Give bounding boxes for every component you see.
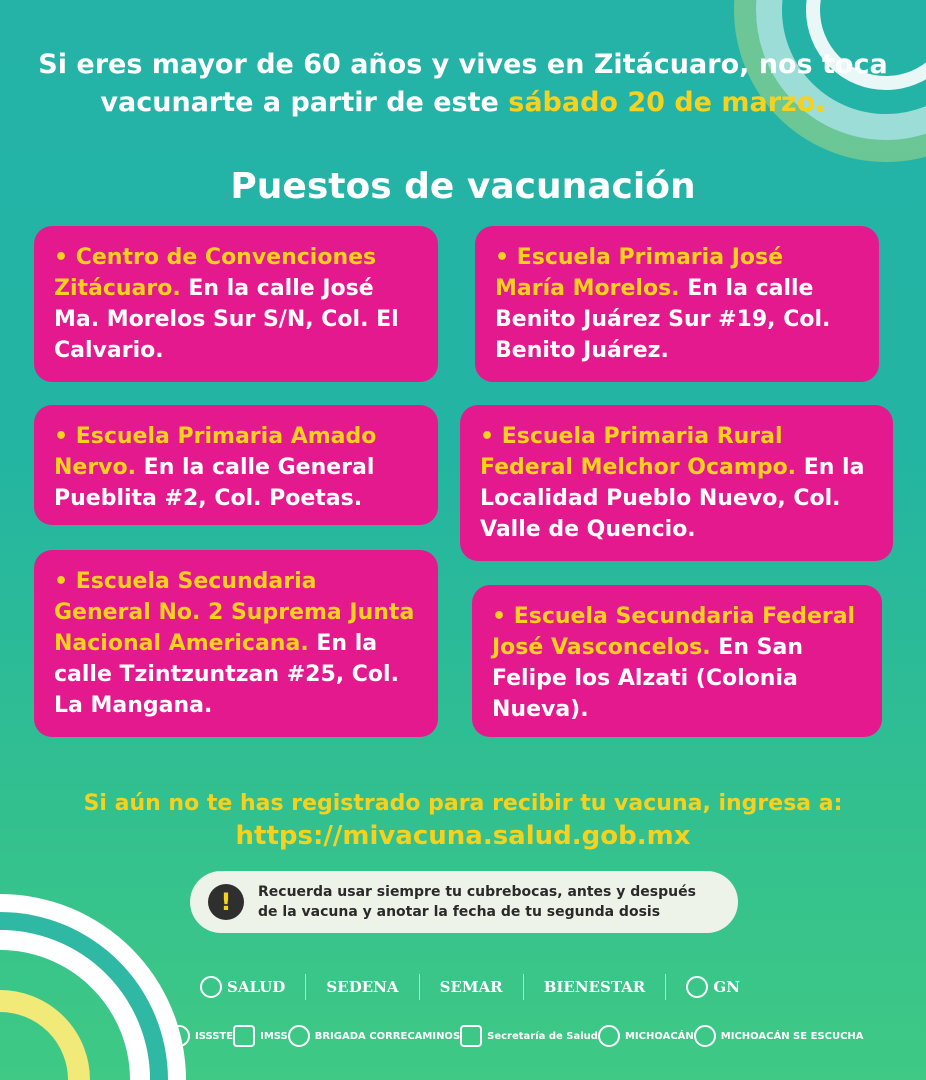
sound-waves-icon — [694, 1025, 716, 1047]
gn-emblem-icon — [686, 976, 708, 998]
site-name: • Centro de Convenciones Zitácuaro. — [54, 245, 377, 301]
divider — [523, 974, 524, 1000]
eagle-emblem-icon — [200, 976, 222, 998]
crown-icon — [598, 1025, 620, 1047]
logo-michoacan-se-escucha — [694, 1025, 864, 1047]
headline-city: Zitácuaro, — [593, 49, 750, 80]
site-name: • Escuela Secundaria General No. 2 Suprema Junta Nacional Americana. — [54, 569, 415, 656]
site-details: En la Localidad Pueblo Nuevo, Col. Valle de Quencio. — [480, 455, 865, 542]
site-details: En la calle General Pueblita #2, Col. Poetas. — [54, 455, 375, 511]
exclamation-icon: ! — [208, 884, 244, 920]
site-card-jose-vasconcelos — [472, 585, 882, 737]
site-card-convenciones — [34, 226, 438, 382]
headline-date: sábado 20 de marzo. — [508, 87, 826, 118]
site-details: En San Felipe los Alzati (Colonia Nueva). — [492, 635, 803, 722]
divider — [305, 974, 306, 1000]
divider — [419, 974, 420, 1000]
headline — [30, 46, 896, 122]
logo-label: ISSSTE — [195, 1030, 234, 1042]
site-details: En la calle José Ma. Morelos Sur S/N, Col. El Calvario. — [54, 276, 399, 363]
register-text: Si aún no te has registrado para recibir tu vacuna, ingresa a: — [83, 791, 843, 816]
site-name: • Escuela Secundaria Federal José Vasconcelos. — [492, 604, 856, 660]
divider — [665, 974, 666, 1000]
logo-sedena — [326, 978, 398, 996]
logo-imss — [233, 1025, 288, 1047]
logo-label: MICHOACÁN — [624, 1030, 694, 1042]
michoacan-seal-icon — [460, 1025, 482, 1047]
reminder-text — [258, 882, 696, 922]
logo-gobierno-michoacan — [598, 1025, 694, 1047]
headline-part1: Si eres mayor de 60 años y vives en — [38, 49, 594, 80]
logo-label: SEMAR — [439, 978, 503, 996]
reminder-banner — [190, 871, 738, 933]
section-title: Puestos de vacunación — [230, 166, 696, 207]
logo-bienestar — [544, 978, 646, 996]
logo-label: SALUD — [227, 978, 286, 996]
register-url-link[interactable]: https://mivacuna.salud.gob.mx — [235, 821, 691, 851]
imss-emblem-icon — [233, 1025, 255, 1047]
logo-label: BRIGADA CORRECAMINOS — [314, 1030, 461, 1042]
site-card-secundaria-general-2 — [34, 550, 438, 737]
site-name: • Escuela Primaria Rural Federal Melchor Ocampo. — [480, 424, 797, 480]
logo-brigada-correcaminos — [288, 1025, 460, 1047]
logo-secretaria-salud — [460, 1025, 598, 1047]
site-details: En la calle Benito Juárez Sur #19, Col. Benito Juárez. — [495, 276, 831, 363]
site-card-jose-maria-morelos — [475, 226, 879, 382]
reminder-line2: de la vacuna y anotar la fecha de tu segunda dosis — [258, 904, 661, 920]
logo-label: MICHOACÁN SE ESCUCHA — [720, 1030, 864, 1042]
logo-label: BIENESTAR — [543, 978, 646, 996]
logo-semar — [440, 978, 503, 996]
site-card-melchor-ocampo — [460, 405, 893, 561]
logo-issste — [168, 1025, 233, 1047]
site-name: • Escuela Primaria José María Morelos. — [495, 245, 784, 301]
logo-row-2 — [168, 1014, 864, 1058]
register-section — [0, 788, 926, 852]
headline-part2: nos toca vacunarte a partir de este — [100, 49, 888, 118]
reminder-line1: Recuerda usar siempre tu cubrebocas, antes y después — [258, 884, 696, 900]
site-card-amado-nervo — [34, 405, 438, 525]
logo-label: SEDENA — [326, 978, 399, 996]
logo-salud — [200, 976, 285, 998]
site-name: • Escuela Primaria Amado Nervo. — [54, 424, 377, 480]
issste-emblem-icon — [168, 1025, 190, 1047]
logo-label: Secretaría de Salud — [487, 1030, 598, 1042]
logo-row-1 — [200, 970, 740, 1004]
logo-label: GN — [713, 978, 740, 996]
shield-icon — [288, 1025, 310, 1047]
logo-label: IMSS — [260, 1030, 288, 1042]
logo-gn — [686, 976, 740, 998]
site-details: En la calle Tzintzuntzan #25, Col. La Mangana. — [54, 631, 399, 718]
